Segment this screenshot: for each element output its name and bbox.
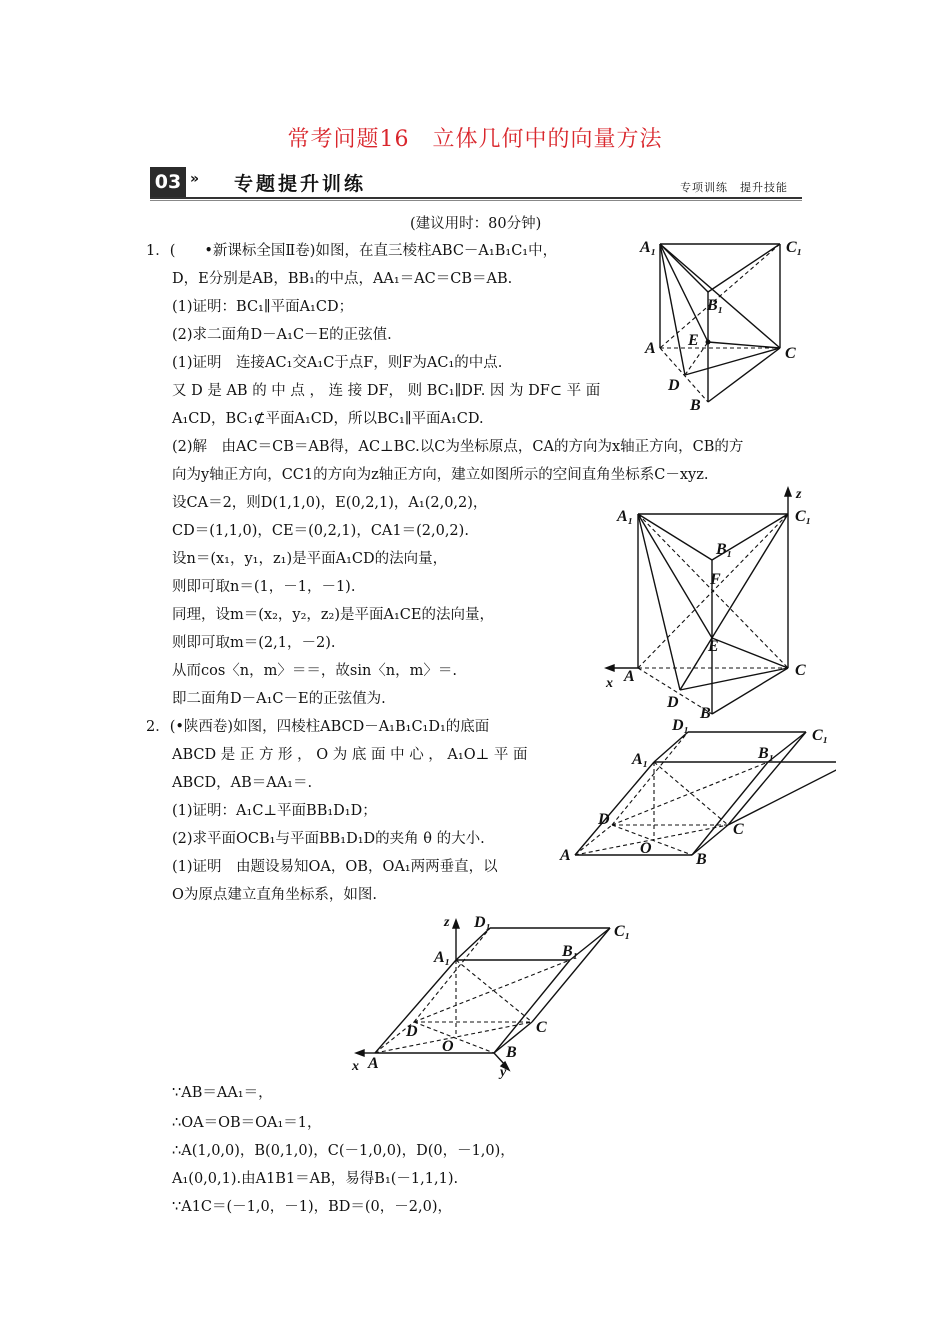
text-line: (1)证明 由题设易知OA，OB，OA₁两两垂直，以 xyxy=(172,859,498,875)
fig4-axis-z: z xyxy=(444,915,450,930)
text-line: (1)证明：A₁C⊥平面BB₁D₁D； xyxy=(172,803,377,819)
fig3-label-C: C xyxy=(733,821,744,838)
text-line: ∴A(1,0,0)，B(0,1,0)，C(－1,0,0)，D(0，－1,0)， xyxy=(172,1143,515,1159)
prism-figure-4 xyxy=(348,908,638,1080)
text-line: ∵A1C＝(－1,0，－1)，BD＝(0，－2,0)， xyxy=(172,1199,452,1215)
fig1-label-A1: A₁ xyxy=(640,239,657,256)
fig2-label-A1: A₁ xyxy=(617,508,634,525)
fig4-axis-x: x xyxy=(352,1059,359,1074)
fig4-label-B1: B₁ xyxy=(562,943,579,960)
fig2-label-B1: B₁ xyxy=(716,541,733,558)
text-line: (1)证明 连接AC₁交A₁C于点F，则F为AC₁的中点. xyxy=(172,355,503,371)
section-subtitle: 专项训练 提升技能 xyxy=(680,181,788,194)
fig2-label-B: B xyxy=(700,705,711,718)
header-rule xyxy=(150,197,802,199)
text-line: (2)求平面OCB₁与平面BB₁D₁D的夹角 θ 的大小. xyxy=(172,831,485,847)
section-heading: 专题提升训练 xyxy=(234,173,367,195)
fig2-axis-z: z xyxy=(796,487,802,502)
fig2-label-C: C xyxy=(795,662,806,679)
fig4-label-O: O xyxy=(442,1038,454,1055)
text-line: A₁CD，BC₁⊄平面A₁CD，所以BC₁∥平面A₁CD. xyxy=(172,411,484,427)
prism-figure-1 xyxy=(636,232,812,414)
text-line: 则即可取m＝(2,1，－2). xyxy=(172,635,336,651)
text-line: 同理，设m＝(x₂，y₂，z₂)是平面A₁CE的法向量， xyxy=(172,607,494,623)
text-line: 则即可取n＝(1，－1，－1). xyxy=(172,579,356,595)
text-line: 2．(•陕西卷)如图，四棱柱ABCD－A₁B₁C₁D₁的底面 xyxy=(146,719,490,735)
fig4-label-D: D xyxy=(406,1023,418,1040)
text-line: 又 D 是 AB 的 中 点 ， 连 接 DF， 则 BC₁∥DF. 因 为 DF⊂ 平 面 xyxy=(172,383,601,399)
fig1-label-D: D xyxy=(668,377,680,394)
fig4-label-C1: C₁ xyxy=(614,923,631,940)
fig3-label-A1: A₁ xyxy=(632,751,649,768)
fig4-label-A1: A₁ xyxy=(434,949,451,966)
text-line: ABCD 是 正 方 形 ， O 为 底 面 中 心 ， A₁O⊥ 平 面 xyxy=(172,747,528,763)
section-badge: 03 xyxy=(150,167,186,197)
fig4-label-C: C xyxy=(536,1019,547,1036)
text-line: A₁(0,0,1).由A1B1＝AB，易得B₁(－1,1,1). xyxy=(172,1171,459,1187)
fig1-label-C1: C₁ xyxy=(786,239,803,256)
fig2-label-D: D xyxy=(667,694,679,711)
fig3-label-B1: B₁ xyxy=(758,745,775,762)
fig4-axis-y: y xyxy=(500,1065,507,1080)
fig3-label-O: O xyxy=(640,840,652,857)
fig3-label-A: A xyxy=(560,847,571,864)
text-line: (2)解 由AC＝CB＝AB得，AC⊥BC.以C为坐标原点，CA的方向为x轴正方向，CB的方 xyxy=(172,439,744,455)
text-line: O为原点建立直角坐标系，如图. xyxy=(172,887,377,903)
header-rule-thin xyxy=(150,200,802,201)
text-line: D，E分别是AB，BB₁的中点，AA₁＝AC＝CB＝AB. xyxy=(172,271,513,287)
text-line: ∴OA＝OB＝OA₁＝1， xyxy=(172,1115,322,1131)
text-line: ∵AB＝AA₁＝， xyxy=(172,1085,273,1101)
fig4-label-B: B xyxy=(506,1044,517,1061)
fig2-label-C1: C₁ xyxy=(795,508,812,525)
text-line: CD＝(1,1,0)，CE＝(0,2,1)，CA1＝(2,0,2). xyxy=(172,523,469,539)
fig1-label-C: C xyxy=(785,345,796,362)
text-line: 设n＝(x₁，y₁，z₁)是平面A₁CD的法向量， xyxy=(172,551,448,567)
fig1-label-B: B xyxy=(690,397,701,414)
text-line: (1)证明：BC₁∥平面A₁CD； xyxy=(172,299,354,315)
fig1-label-A: A xyxy=(645,340,656,357)
fig3-label-C1: C₁ xyxy=(812,727,829,744)
fig1-label-B1: B₁ xyxy=(707,297,724,314)
time-note: (建议用时：80分钟) xyxy=(410,216,542,232)
fig2-axis-x: x xyxy=(606,676,613,691)
prism-figure-3 xyxy=(556,710,836,870)
page-title: 常考问题16 立体几何中的向量方法 xyxy=(287,127,663,152)
prism-figure-2 xyxy=(602,486,824,718)
fig1-label-E: E xyxy=(688,332,699,349)
chevron-icon: » xyxy=(190,171,200,187)
fig2-label-F: F xyxy=(710,571,721,588)
text-line: 向为y轴正方向，CC1的方向为z轴正方向，建立如图所示的空间直角坐标系C－xyz. xyxy=(172,467,709,483)
text-line: 1．( •新课标全国Ⅱ卷)如图，在直三棱柱ABC－A₁B₁C₁中， xyxy=(146,243,558,259)
fig4-label-A: A xyxy=(368,1055,379,1072)
fig2-label-E: E xyxy=(708,638,719,655)
text-line: (2)求二面角D－A₁C－E的正弦值. xyxy=(172,327,392,343)
section-header xyxy=(150,165,802,199)
fig3-label-B: B xyxy=(696,851,707,868)
text-line: ABCD，AB＝AA₁＝. xyxy=(172,775,313,791)
text-line: 设CA＝2，则D(1,1,0)，E(0,2,1)，A₁(2,0,2)， xyxy=(172,495,488,511)
fig4-label-D1: D₁ xyxy=(474,914,492,931)
fig2-label-A: A xyxy=(624,668,635,685)
fig3-label-D1: D₁ xyxy=(672,717,690,734)
fig3-label-D: D xyxy=(598,811,610,828)
text-line: 即二面角D－A₁C－E的正弦值为. xyxy=(172,691,386,707)
text-line: 从而cos〈n，m〉＝＝，故sin〈n，m〉＝. xyxy=(172,663,457,679)
